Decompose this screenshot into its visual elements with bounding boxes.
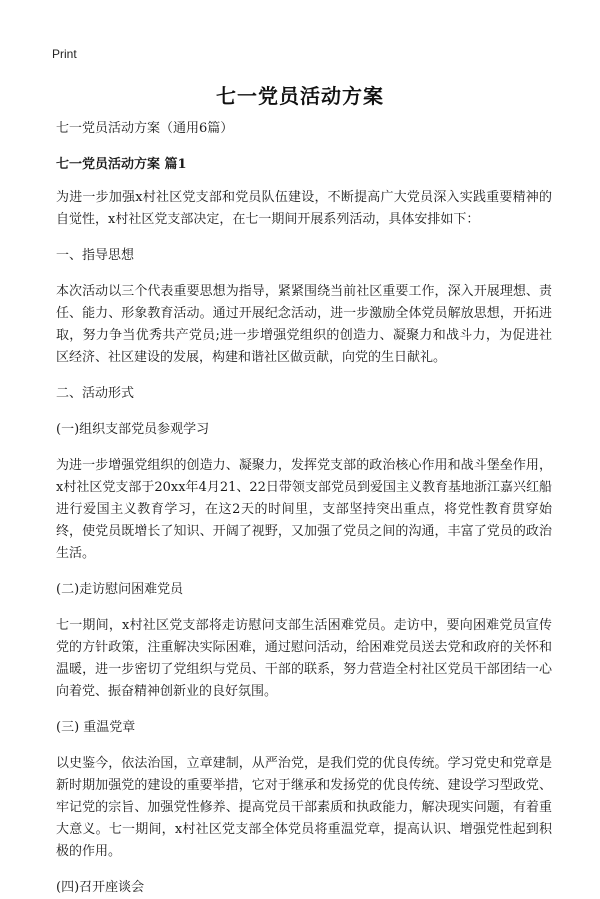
guiding-thought-paragraph: 本次活动以三个代表重要思想为指导，紧紧围绕当前社区重要工作，深入开展理想、责任、能力、形象教育活动。通过开展纪念活动，进一步激励全体党员解放思想，开拓进取，努力争当优秀共产党员;进一步增强党组织的创造力、凝聚力和战斗力，为促进社区经济、社区建设的发展，构建和谐社区做贡献，向党的生日献礼。 [56, 284, 552, 365]
section-heading-activity-forms: 二、活动形式 [56, 386, 135, 401]
section-heading-guiding-thought: 一、指导思想 [56, 248, 135, 263]
page-title: 七一党员活动方案 [216, 84, 384, 108]
visit-members-paragraph: 七一期间，x村社区党支部将走访慰问支部生活困难党员。走访中，要向困难党员宣传党的方针政策，注重解决实际困难，通过慰问活动，给困难党员送去党和政府的关怀和温暖，进一步密切了党组织与党员、干部的联系，努力营造全村社区党员干部团结一心向着党、振奋精神创新业的良好氛围。 [56, 618, 552, 699]
review-charter-paragraph: 以史鉴今，依法治国，立章建制，从严治党，是我们党的优良传统。学习党史和党章是新时期加强党的建设的重要举措，它对于继承和发扬党的优良传统、建设学习型政党、牢记党的宗旨、加强党性修养、提高党员干部素质和执政能力，解决现实问题，有着重大意义。七一期间，x村社区党支部全体党员将重温党章，提高认识、增强党性起到积极的作用。 [56, 756, 552, 859]
item-heading-study-visit: (一)组织支部党员参观学习 [56, 422, 210, 437]
print-link[interactable]: Print [52, 47, 77, 61]
item-heading-symposium: (四)召开座谈会 [56, 880, 145, 895]
intro-paragraph: 为进一步加强x村社区党支部和党员队伍建设，不断提高广大党员深入实践重要精神的自觉性，x村社区党支部决定，在七一期间开展系列活动，具体安排如下： [56, 190, 552, 227]
item-heading-visit-members: (二)走访慰问困难党员 [56, 582, 184, 597]
document-subtitle: 七一党员活动方案（通用6篇） [56, 121, 234, 136]
study-visit-paragraph: 为进一步增强党组织的创造力、凝聚力，发挥党支部的政治核心作用和战斗堡垒作用，x村社区党支部于20xx年4月21、22日带领支部党员到爱国主义教育基地浙江嘉兴红船进行爱国主义教育学习，在这2天的时间里，支部坚持突出重点，将党性教育贯穿始终，使党员既增长了知识、开阔了视野，又加强了党员之间的沟通，丰富了党员的政治生活。 [56, 458, 552, 561]
item-heading-review-charter: (三) 重温党章 [56, 720, 136, 735]
document-body [56, 118, 552, 899]
part-heading: 七一党员活动方案 篇1 [56, 157, 187, 172]
